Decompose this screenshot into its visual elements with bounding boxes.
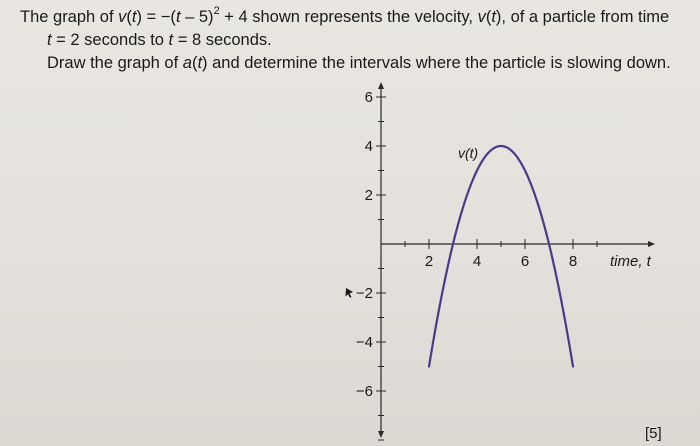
y-tick-label: −4	[355, 334, 373, 351]
y-tick-label: 2	[364, 187, 373, 204]
marks-label: [5]	[645, 425, 662, 442]
x-tick-label: 8	[568, 253, 578, 270]
y-tick-label: −6	[355, 383, 373, 400]
y-tick-label: 4	[364, 138, 373, 155]
y-axis-up-arrow-icon	[378, 82, 384, 89]
curve-layer	[429, 145, 573, 367]
x-axis-label: time, t	[610, 253, 651, 270]
x-axis-arrow-icon	[648, 241, 655, 247]
curve-label: v(t)	[458, 145, 479, 161]
x-tick-label: 2	[424, 253, 434, 270]
x-tick-label: 6	[520, 253, 530, 270]
x-tick-label: 4	[472, 253, 482, 270]
y-axis-down-arrow-icon	[378, 431, 384, 438]
cursor-layer	[346, 288, 354, 298]
tick-marks	[376, 97, 597, 440]
velocity-curve	[429, 146, 573, 367]
mouse-cursor-icon	[346, 288, 354, 298]
question-line-3: Draw the graph of a(t) and determine the intervals where the particle is slowing down.	[47, 54, 671, 72]
y-tick-label: 6	[364, 89, 373, 106]
y-tick-label: −2	[355, 285, 373, 302]
question-line-1: The graph of v(t) = −(t – 5)$^2$ + 4 shown represents the velocity, v(t), of a particle from time	[20, 5, 670, 26]
question-line-2: t = 2 seconds to t = 8 seconds.	[47, 31, 272, 49]
